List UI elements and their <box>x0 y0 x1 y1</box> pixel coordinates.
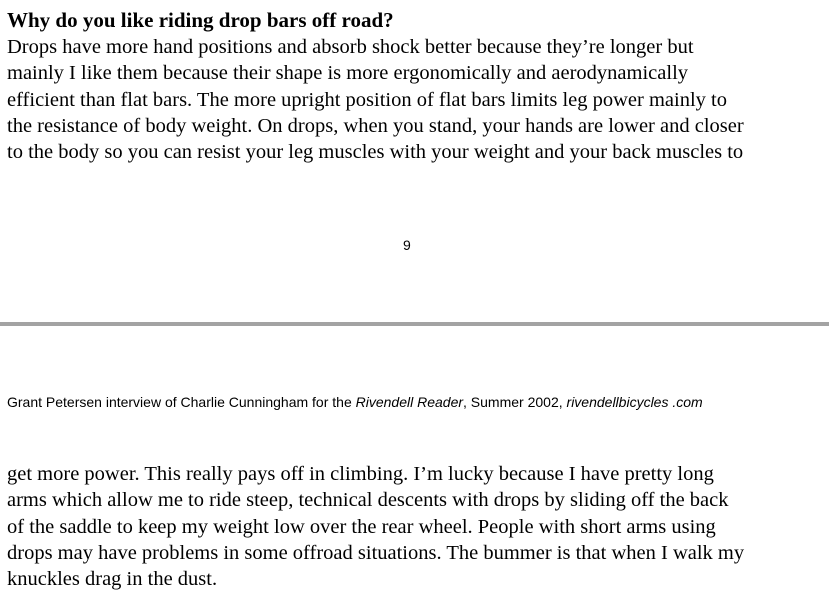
text-line: drops may have problems in some offroad situations. The bummer is that when I walk my <box>7 541 745 564</box>
text-line: arms which allow me to ride steep, technical descents with drops by sliding off the back <box>7 489 729 512</box>
publication-title: Rivendell Reader <box>355 394 464 410</box>
text-line: knuckles drag in the dust. <box>7 568 218 591</box>
text-line: of the saddle to keep my weight low over the rear wheel. People with short arms using <box>7 515 716 538</box>
body-paragraph-top <box>7 34 819 165</box>
text-line: get more power. This really pays off in climbing. I’m lucky because I have pretty long <box>7 463 714 485</box>
page-number: 9 <box>403 237 411 253</box>
website-url: rivendellbicycles .com <box>566 394 703 410</box>
body-paragraph-bottom <box>7 461 819 592</box>
citation-text: Grant Petersen interview of Charlie Cunningham for the <box>7 394 356 410</box>
page-header-citation <box>7 394 703 410</box>
text-line: to the body so you can resist your leg muscles with your weight and your back muscles to <box>7 141 744 164</box>
page-break-divider <box>0 322 829 326</box>
text-line: efficient than flat bars. The more upright position of flat bars limits leg power mainly to <box>7 88 727 111</box>
text-line: the resistance of body weight. On drops, when you stand, your hands are lower and closer <box>7 114 744 137</box>
section-heading: Why do you like riding drop bars off road? <box>7 8 394 32</box>
citation-date: , Summer 2002, <box>463 394 567 410</box>
text-line: Drops have more hand positions and absorb shock better because they’re longer but <box>7 36 694 58</box>
text-line: mainly I like them because their shape is more ergonomically and aerodynamically <box>7 62 689 85</box>
